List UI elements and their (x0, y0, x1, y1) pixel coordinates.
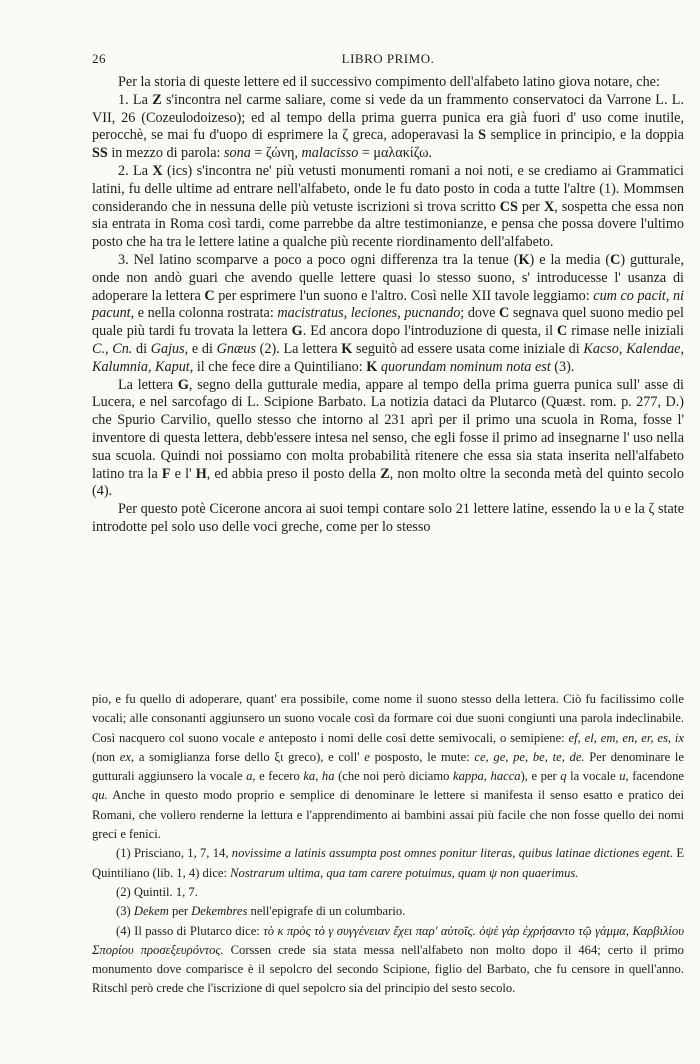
paragraph-2-letter-x: 2. La X (ics) s'incontra ne' più vetusti monumenti romani a noi noti, e se crediamo ai Grammatici latini, fu delle ultime ad entrare nell'alfabeto, onde le fu dato posto in coda a tutte l'altre (1). Mommsen considerando che in nessuna delle più vetuste iscrizioni si trova scritto CS per X, sospetta che essa non sia entrata in Roma così tardi, come parrebbe da altre testimonianze, e pensa che possa dovere l'ultimo posto che ha tra le lettere latine a qualche più recente riordinamento dell'alfabeto. (92, 162, 684, 251)
paragraph-3-gutturals: 3. Nel latino scomparve a poco a poco ogni differenza tra la tenue (K) e la media (C) gutturale, onde non andò guari che avendo quelle lettere quasi lo stesso suono, s' introducesse l' usanza di adoperare la lettera C per esprimere l'un suono e l'altro. Così nelle XII tavole leggiamo: cum co pacit, ni pacunt, e nella colonna rostrata: macistratus, leciones, pucnando; dove C segnava quel suono medio pel quale più tardi fu trovata la lettera G. Ed ancora dopo l'introduzione di questa, il C rimase nelle iniziali C., Cn. di Gajus, e di Gnæus (2). La lettera K seguitò ad essere usata come iniziale di Kacso, Kalendae, Kalumnia, Kaput, il che fece dire a Quintiliano: K quorundam nominum nota est (3). (92, 251, 685, 375)
footnote-3: (3) Dekem per Dekembres nell'epigrafe di un columbario. (116, 904, 406, 919)
footnote-2: (2) Quintil. 1, 7. (116, 884, 198, 899)
footnote-continuation: pio, e fu quello di adoperare, quant' era possibile, come nome il suono stesso della lettera. Ciò fu facilissimo colle vocali; alle consonanti aggiunsero un suono vocale così da formare coi due suoni congiunti una parola indeclinabile. Così nacquero col suono vocale e anteposto i nomi delle così dette semivocali, o semipiene: ef, el, em, en, er, es, ix (non ex, a somiglianza forse dello ξι greco), e coll' e posposto, le mute: ce, ge, pe, be, te, de. Per denominare le gutturali aggiunsero la vocale a, e fecero ka, ha (che noi però diciamo kappa, hacca), e per q la vocale u, facendone qu. Anche in questo modo proprio e semplice di denominare le lettere si manifesta il senso esatto e pratico dei Romani, che vollero renderne la lettura e l'apprendimento ai bambini assai più facile che non fosse quello dei nomi greci e fenici. (92, 692, 685, 842)
main-text (92, 74, 684, 537)
page-number: 26 (92, 51, 106, 66)
page-header (92, 51, 684, 71)
footnote-4: (4) Il passo di Plutarco dice: τὸ κ πρὸς τὸ γ συγγένειαν ἔχει παρ' αὐτοῖς. ὀψὲ γὰρ ἐχρήσαντο τῷ γάμμα, Καρβιλίου Σπορίου προσεξευρόντος. Corssen crede sia stata messa nell'alfabeto non molto dopo il 464; certo il primo monumento dove comparisce è il sepolcro del secondo Scipione, figlio del Barbato, che fu censore in quell'anno. Ritschl però crede che l'iscrizione di quel sepolcro sia del principio del sesto secolo. (92, 923, 684, 996)
paragraph-letter-g: La lettera G, segno della gutturale media, appare al tempo della prima guerra punica sull' asse di Lucera, e nel sarcofago di L. Scipione Barbato. La notizia dataci da Plutarco (Quæst. rom. p. 277, D.) che Spurio Carvilio, quello stesso che intorno al 231 aprì per il primo una scuola in Roma, fosse l' inventore di questa lettera, debb'essere intesa nel senso, che egli fosse il primo ad insegnarne l' uso nella sua scuola. Quindi noi possiamo con molta probabilità ritenere che essa sia stata inserita nell'alfabeto latino tra la F e l' H, ed abbia preso il posto della Z, non molto oltre la seconda metà del quinto secolo (4). (92, 376, 685, 500)
paragraph-1-letter-z: 1. La Z s'incontra nel carme saliare, come si vede da un frammento conservatoci da Varrone L. L. VII, 26 (Cozeulodoizeso); ed al tempo della prima guerra punica era già fuori d' uso come inutile, perocchè, se mai fu d'uopo di esprimere la ζ greca, adoperavasi la S semplice in principio, e la doppia SS in mezzo di parola: sona = ζώνη, malacisso = μαλακίζω. (92, 91, 685, 162)
footnote-1: (1) Prisciano, 1, 7, 14, novissime a latinis assumpta post omnes ponitur literas, quibus latinae dictiones egent. E Quintiliano (lib. 1, 4) dice: Nostrarum ultima, qua tam carere potuimus, quam ψ non quaerimus. (92, 846, 685, 880)
paragraph-intro: Per la storia di queste lettere ed il successivo compimento dell'alfabeto latino giova notare, che: (118, 74, 660, 90)
footnotes (92, 690, 684, 999)
running-title: LIBRO PRIMO. (341, 51, 435, 66)
paragraph-cicero: Per questo potè Cicerone ancora ai suoi tempi contare solo 21 lettere latine, essendo la υ e la ζ state introdotte pel solo uso delle voci greche, come per lo stesso (92, 501, 684, 535)
